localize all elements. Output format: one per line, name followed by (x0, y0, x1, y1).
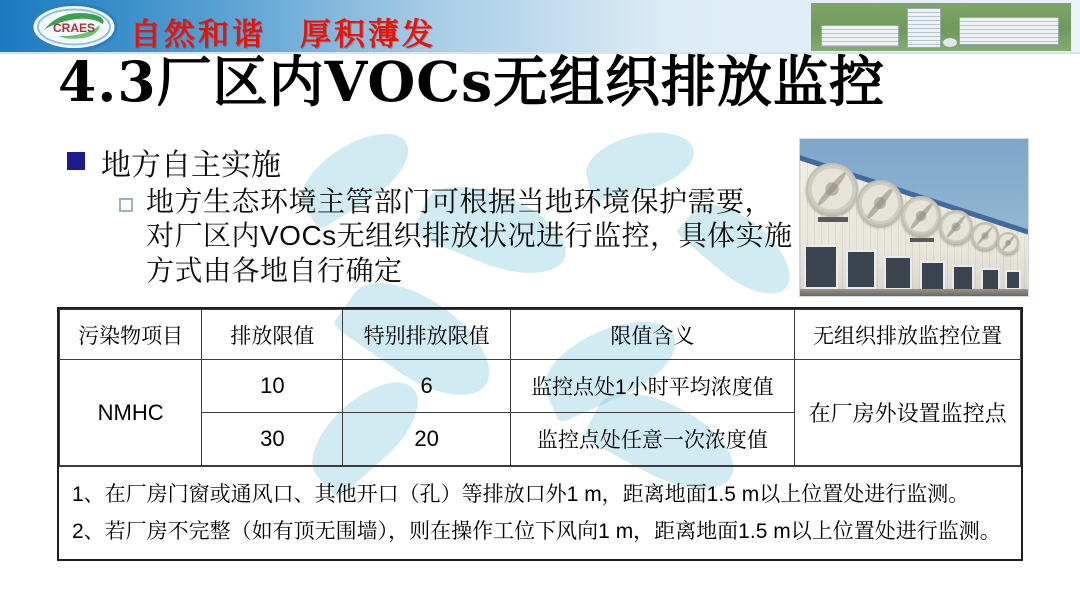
bullet-square-icon (67, 152, 85, 170)
section-heading: 地方自主实施 (101, 149, 281, 182)
special-limit-cell: 6 (343, 360, 510, 413)
slide-title: 4.3厂区内VOCs无组织排放监控 (58, 49, 886, 114)
note-2: 2、若厂房不完整（如有顶无围墙），则在操作工位下风向1 m，距离地面1.5 m以上位置处进行监测。 (72, 519, 1001, 543)
photo-building (907, 8, 941, 48)
factory-window (981, 268, 1000, 291)
section-body: 地方生态环境主管部门可根据当地环境保护需要，对厂区内VOCs无组织排放状况进行监控，具体实施方式由各地自行确定 (146, 186, 793, 286)
meaning-cell: 监控点处任意一次浓度值 (510, 413, 794, 466)
table-row (60, 360, 1021, 413)
col-header-location: 无组织排放监控位置 (795, 310, 1021, 360)
meaning-cell: 监控点处1小时平均浓度值 (510, 360, 794, 413)
header-band (0, 0, 1080, 54)
factory-window (920, 261, 945, 291)
ventilation-fan-icon (857, 180, 903, 226)
fan-bracket (910, 238, 934, 242)
factory-window (884, 256, 912, 290)
limits-table (59, 309, 1021, 466)
special-limit-cell: 20 (343, 413, 510, 466)
ventilation-fan-icon (806, 163, 858, 215)
sub-bullet-square-icon (119, 198, 133, 212)
col-header-limit: 排放限值 (202, 310, 343, 360)
factory-window (952, 265, 974, 291)
factory-window (804, 245, 838, 289)
photo-building (959, 17, 1059, 45)
ventilation-fan-icon (901, 196, 941, 236)
photo-dome (943, 38, 957, 47)
limit-cell: 10 (202, 360, 343, 413)
pollutant-cell: NMHC (60, 360, 202, 466)
logo-text: CRAES (52, 21, 96, 35)
ventilation-fan-icon (939, 210, 973, 244)
col-header-meaning: 限值含义 (510, 310, 794, 360)
campus-photo (810, 2, 1072, 52)
col-header-special-limit: 特别排放限值 (343, 310, 510, 360)
fan-bracket (818, 217, 848, 222)
limits-table-container (57, 307, 1023, 561)
factory-window (1005, 270, 1021, 290)
table-header-row (60, 310, 1021, 360)
table-notes (59, 466, 1021, 559)
header-slogan: 自然和谐 厚积薄发 (130, 17, 436, 52)
limit-cell: 30 (202, 413, 343, 466)
note-1: 1、在厂房门窗或通风口、其他开口（孔）等排放口外1 m，距离地面1.5 m以上位置处进行监测。 (72, 483, 970, 506)
photo-building (821, 25, 899, 47)
ventilation-fan-icon (997, 232, 1019, 254)
factory-ground (800, 289, 1028, 296)
factory-photo (800, 139, 1028, 296)
factory-window (846, 250, 876, 289)
craes-logo (30, 3, 118, 51)
col-header-pollutant: 污染物项目 (60, 310, 202, 360)
ventilation-fan-icon (971, 222, 999, 250)
location-cell: 在厂房外设置监控点 (795, 360, 1021, 466)
